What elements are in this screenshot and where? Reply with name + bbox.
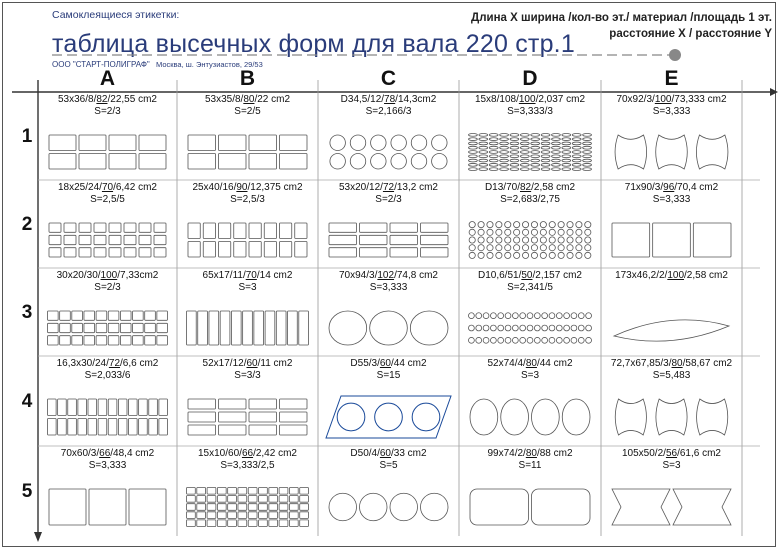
cell-b4: [179, 358, 316, 381]
cell-b2: [179, 182, 316, 205]
cell-spec: [320, 94, 457, 106]
cell-d2: [461, 182, 599, 205]
spec-material: 82: [96, 94, 108, 105]
spec-material: 100: [654, 94, 672, 105]
cell-spacing: S=2,166/3: [365, 105, 412, 117]
die-cut-layout-a1: [49, 135, 166, 169]
x-axis-arrow: [770, 88, 778, 96]
spec-size-count: 70x94/3/: [339, 270, 378, 281]
die-cut-layout-d4: [470, 399, 590, 435]
spec-area: /2,58 cm2: [684, 270, 728, 281]
spec-size-count: D13/70/: [484, 182, 520, 193]
cell-spec: [40, 94, 175, 106]
cell-b1: [179, 94, 316, 117]
spec-size-count: 99x74/2/: [487, 448, 526, 459]
spec-material: 96: [663, 182, 675, 193]
cell-spec: [179, 182, 316, 194]
spec-area: /61,6 cm2: [677, 448, 721, 459]
spec-area: /2,58 cm2: [531, 182, 576, 193]
cell-spacing: S=3,333/2,5: [220, 459, 275, 471]
cell-spacing: S=2,683/2,75: [500, 193, 560, 205]
spec-size-count: 65x17/11/: [202, 270, 246, 281]
cell-spec: [461, 270, 599, 282]
spec-area: /44 cm2: [536, 358, 573, 369]
die-cut-layout-b3: [187, 311, 309, 345]
spec-material: 72: [108, 358, 121, 369]
die-cut-layout-b4: [188, 399, 307, 435]
spec-size-count: D34,5/12/: [340, 94, 385, 105]
cell-spacing: S=2/3: [375, 193, 402, 205]
spec-material: 90: [236, 182, 248, 193]
company-address: Москва, ш. Энтузиастов, 29/53: [156, 60, 263, 69]
die-cut-layout-c5: [329, 493, 448, 521]
spec-material: 102: [377, 270, 395, 281]
cell-e5: [603, 448, 740, 471]
title-line-dot: [669, 49, 681, 61]
die-cut-layout-a3: [48, 311, 168, 345]
cell-spec: [603, 182, 740, 194]
spec-size-count: D10,6/51/: [478, 270, 522, 281]
spec-size-count: 16,3x30/24/: [56, 358, 109, 369]
cell-spec: [461, 448, 599, 460]
spec-area: /6,6 cm2: [120, 358, 159, 369]
spec-size-count: 105x50/2/: [622, 448, 666, 459]
cell-spec: [179, 94, 316, 106]
die-cut-layout-a5: [49, 489, 166, 525]
cell-e4: [603, 358, 740, 381]
spec-area: /33 cm2: [391, 448, 427, 459]
cell-spec: [461, 94, 599, 106]
die-cut-layout-a2: [49, 223, 166, 257]
spec-material: 80: [525, 448, 537, 459]
cell-spacing: S=3,333: [652, 105, 691, 117]
die-cut-layout-c2: [329, 223, 448, 257]
die-cut-layout-e2: [612, 223, 731, 257]
cell-spec: [40, 270, 175, 282]
cell-spacing: S=2/3: [94, 281, 121, 293]
spec-area: /44 cm2: [391, 358, 427, 369]
cell-d3: [461, 270, 599, 293]
cell-spacing: S=2,5/5: [90, 193, 125, 205]
die-cut-layout-b2: [188, 223, 307, 257]
spec-area: /14 cm2: [256, 270, 293, 281]
legend-line-2: расстояние X / расстояние Y: [609, 28, 772, 40]
spec-material: 80: [671, 358, 683, 369]
spec-area: /2,037 cm2: [535, 94, 586, 105]
spec-area: /88 cm2: [536, 448, 573, 459]
spec-material: 56: [665, 448, 678, 459]
cell-spacing: S=5: [379, 459, 398, 471]
cell-spec: [603, 94, 740, 106]
cell-spec: [320, 448, 457, 460]
cell-spec: [320, 270, 457, 282]
cell-d1: [461, 94, 599, 117]
spec-material: 60: [379, 448, 391, 459]
spec-size-count: 52x74/4/: [487, 358, 526, 369]
spec-area: /2,157 cm2: [532, 270, 582, 281]
spec-material: 50: [521, 270, 533, 281]
column-letter-e: E: [664, 67, 679, 90]
column-letter-b: B: [239, 67, 256, 90]
spec-size-count: 15x10/60/: [198, 448, 242, 459]
spec-area: /11 cm2: [257, 358, 293, 369]
spec-size-count: 70x92/3/: [616, 94, 655, 105]
cell-spec: [179, 270, 316, 282]
spec-material: 82: [519, 182, 532, 193]
spec-material: 70: [245, 270, 257, 281]
die-cut-layout-e4: [615, 399, 728, 435]
cell-spacing: S=3/3: [234, 369, 261, 381]
cell-c2: [320, 182, 457, 205]
spec-area: /58,67 cm2: [682, 358, 733, 369]
row-number-5: 5: [21, 481, 33, 502]
y-axis-arrow: [34, 532, 42, 542]
cell-spec: [320, 182, 457, 194]
spec-area: /48,4 cm2: [110, 448, 155, 459]
spec-material: 80: [243, 94, 255, 105]
cell-a3: [40, 270, 175, 293]
cell-spacing: S=3,333: [88, 459, 127, 471]
spec-area: /7,33cm2: [117, 270, 159, 281]
spec-size-count: 173x46,2/2/: [615, 270, 668, 281]
die-cut-layout-b1: [188, 135, 307, 169]
cell-spacing: S=3,333: [652, 193, 691, 205]
spec-material: 60: [246, 358, 258, 369]
cell-spacing: S=3: [662, 459, 681, 471]
die-cut-layout-d2: [469, 222, 591, 259]
spec-size-count: 70x60/3/: [60, 448, 100, 459]
spec-size-count: 15x8/108/: [474, 94, 519, 105]
cell-spacing: S=3: [520, 369, 540, 381]
die-cut-layout-c4: [326, 396, 451, 438]
cell-spacing: S=11: [518, 459, 542, 471]
row-number-1: 1: [21, 126, 33, 147]
spec-size-count: 72,7x67,85/3/: [610, 358, 672, 369]
cell-spec: [603, 448, 740, 460]
cell-spacing: S=2/3: [94, 105, 121, 117]
spec-area: /73,333 cm2: [671, 94, 727, 105]
cell-c5: [320, 448, 457, 471]
spec-size-count: D50/4/: [350, 448, 380, 459]
cell-spacing: S=2/5: [234, 105, 261, 117]
die-cut-layout-d1: [469, 134, 592, 171]
spec-material: 66: [99, 448, 111, 459]
spec-area: /22,55 cm2: [107, 94, 157, 105]
spec-size-count: 53x35/8/: [204, 94, 244, 105]
spec-size-count: 53x36/8/: [58, 94, 97, 105]
cell-c3: [320, 270, 457, 293]
spec-area: /12,375 cm2: [247, 182, 303, 193]
spec-area: /74,8 cm2: [394, 270, 438, 281]
page-title: таблица высечных форм для вала 220 стр.1: [52, 30, 575, 58]
subtitle: Самоклеящиеся этикетки:: [52, 9, 180, 21]
spec-area: /13,2 cm2: [394, 182, 438, 193]
cell-spacing: S=3: [238, 281, 257, 293]
cell-spec: [603, 270, 740, 282]
spec-material: 60: [379, 358, 391, 369]
die-cut-layout-c3: [329, 311, 448, 345]
die-cut-layout-b5: [187, 488, 309, 527]
column-letter-d: D: [522, 67, 538, 90]
cell-spacing: S=3,333: [369, 281, 408, 293]
cell-e2: [603, 182, 740, 205]
cell-spacing: S=3,333/3: [507, 105, 553, 117]
spec-size-count: 18x25/24/: [58, 182, 102, 193]
spec-material: 100: [100, 270, 118, 281]
cell-a5: [40, 448, 175, 471]
spec-material: 66: [241, 448, 254, 459]
row-number-3: 3: [21, 302, 33, 323]
cell-spacing: S=15: [376, 369, 401, 381]
die-cut-layout-a4: [48, 399, 168, 435]
company-name: ООО "СТАРТ-ПОЛИГРАФ": [52, 60, 150, 69]
cell-spacing: S=2,341/5: [507, 281, 553, 293]
column-letter-a: A: [99, 67, 116, 90]
spec-size-count: 53x20/12/: [339, 182, 383, 193]
spec-size-count: D55/3/: [350, 358, 380, 369]
cell-spec: [40, 358, 175, 370]
cell-spec: [40, 448, 175, 460]
cell-a1: [40, 94, 175, 117]
spec-material: 80: [525, 358, 537, 369]
cell-spec: [320, 358, 457, 370]
die-cut-layout-e1: [615, 135, 728, 169]
die-cut-layout-c1: [330, 135, 447, 169]
spec-size-count: 30x20/30/: [56, 270, 101, 281]
column-letter-c: C: [380, 67, 397, 90]
legend-line-1: Длина Х ширина /кол-во эт./ материал /площадь 1 эт.: [471, 12, 772, 24]
cell-spec: [461, 358, 599, 370]
spec-size-count: 25x40/16/: [192, 182, 237, 193]
spec-area: /6,42 cm2: [113, 182, 157, 193]
spec-material: 78: [384, 94, 396, 105]
cell-b3: [179, 270, 316, 293]
cell-spacing: S=2,033/6: [84, 369, 131, 381]
cell-c4: [320, 358, 457, 381]
cell-b5: [179, 448, 316, 471]
spec-area: /22 cm2: [254, 94, 291, 105]
cell-spec: [603, 358, 740, 370]
die-cut-layout-e5: [612, 489, 731, 525]
cell-spacing: S=5,483: [652, 369, 691, 381]
spec-material: 72: [382, 182, 395, 193]
cell-d4: [461, 358, 599, 381]
spec-size-count: 71x90/3/: [624, 182, 664, 193]
cell-e3: [603, 270, 740, 282]
row-number-4: 4: [21, 391, 33, 412]
spec-material: 100: [518, 94, 536, 105]
die-cut-layout-e3: [614, 320, 729, 341]
cell-c1: [320, 94, 457, 117]
cell-spec: [179, 448, 316, 460]
cell-spacing: S=2,5/3: [230, 193, 265, 205]
spec-area: /70,4 cm2: [674, 182, 719, 193]
spec-area: /2,42 cm2: [253, 448, 297, 459]
cell-spec: [179, 358, 316, 370]
cell-spec: [40, 182, 175, 194]
spec-area: /14,3cm2: [395, 94, 437, 105]
row-number-2: 2: [21, 214, 33, 235]
cell-a4: [40, 358, 175, 381]
cell-a2: [40, 182, 175, 205]
die-cut-layout-d5: [470, 489, 590, 525]
cell-d5: [461, 448, 599, 471]
cell-e1: [603, 94, 740, 117]
spec-material: 100: [667, 270, 685, 281]
die-cut-layout-d3: [469, 313, 592, 343]
spec-material: 70: [101, 182, 114, 193]
cell-spec: [461, 182, 599, 194]
spec-size-count: 52x17/12/: [202, 358, 247, 369]
